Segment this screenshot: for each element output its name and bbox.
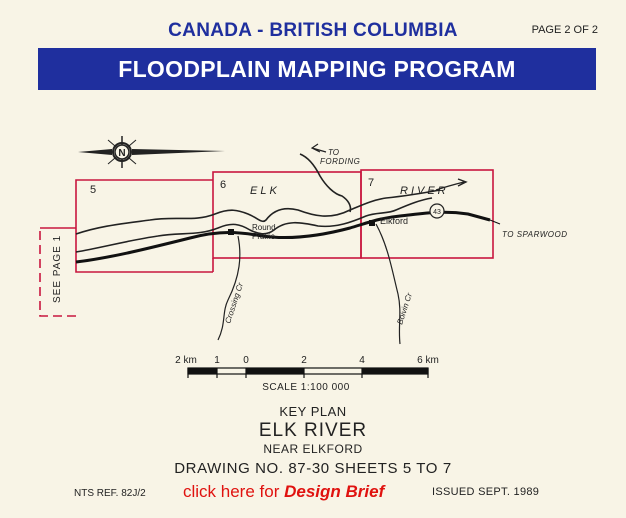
label-round-prairie-1: Round	[252, 223, 276, 232]
label-to-sparwood: TO SPARWOOD	[502, 230, 568, 239]
see-page-label: SEE PAGE 1	[52, 234, 63, 303]
compass-letter: N	[118, 148, 126, 159]
label-to-fording-2: FORDING	[320, 157, 361, 166]
key-plan-title: KEY PLAN	[279, 404, 347, 419]
scale-tick-2km: 2 km	[175, 355, 197, 366]
highway-number: 43	[433, 209, 441, 216]
highway-43	[76, 212, 490, 262]
scale-bar	[188, 368, 428, 378]
design-brief-link-emphasis[interactable]: Design Brief	[284, 482, 385, 501]
north-arrow-icon	[78, 136, 225, 168]
scale-tick-6km: 6 km	[417, 355, 439, 366]
creeks	[218, 224, 400, 344]
label-crossing-cr: Crossing Cr	[223, 281, 245, 325]
scale-text: SCALE 1:100 000	[262, 382, 350, 393]
nts-reference: NTS REF. 82J/2	[74, 488, 146, 499]
fording-arrow-icon	[312, 144, 326, 152]
sparwood-direction-arrow	[490, 220, 500, 224]
label-elk: ELK	[250, 185, 280, 197]
boivin-creek	[376, 224, 400, 344]
scale-tick-2: 2	[301, 355, 307, 366]
label-boivin-cr: Boivin Cr	[395, 291, 414, 326]
label-round-prairie-2: Prairie	[252, 232, 276, 241]
sheet-label-6: 6	[220, 179, 227, 191]
scale-tick-1: 1	[214, 355, 220, 366]
scale-tick-0: 0	[243, 355, 249, 366]
scale-tick-4: 4	[359, 355, 365, 366]
design-brief-link[interactable]	[183, 482, 384, 502]
elkford-marker	[369, 220, 375, 226]
page-indicator: PAGE 2 OF 2	[531, 24, 598, 36]
label-river: RIVER	[400, 185, 449, 197]
drawing-number: DRAWING NO. 87-30 SHEETS 5 TO 7	[174, 460, 452, 477]
sheet-label-5: 5	[90, 184, 97, 196]
issue-date: ISSUED SEPT. 1989	[432, 486, 540, 498]
banner-title: FLOODPLAIN MAPPING PROGRAM	[118, 55, 516, 82]
label-elkford: Elkford	[380, 216, 409, 226]
header-title: CANADA - BRITISH COLUMBIA	[168, 20, 458, 41]
sheet-label-7: 7	[368, 177, 375, 189]
near-location: NEAR ELKFORD	[263, 442, 363, 456]
round-prairie-marker	[228, 229, 234, 235]
design-brief-link-prefix[interactable]: click here for	[183, 482, 285, 501]
river-name: ELK RIVER	[258, 420, 368, 441]
label-to-fording-1: TO	[328, 148, 339, 157]
